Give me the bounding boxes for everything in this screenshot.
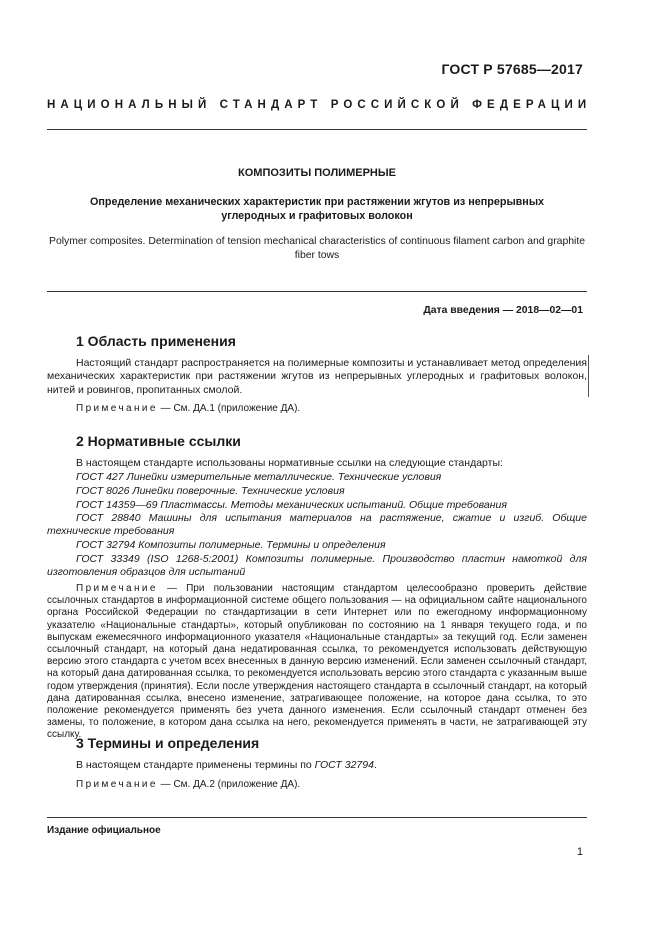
reference-item: ГОСТ 28840 Машины для испытания материалов на растяжение, сжатие и изгиб. Общие технические требования <box>47 512 587 538</box>
reference-item: ГОСТ 33349 (ISO 1268-5:2001) Композиты полимерные. Производство пластин намоткой для изготовления образцов для испытаний <box>47 553 587 579</box>
note-text: — При пользовании настоящим стандартом целесообразно проверить действие ссылочных стандартов в информационной системе общего пользования — на официальном сайте национального органа Российской Федерации по стандартизации в сети Интернет или по ежегодному информационному указателю «Национальные стандарты», который опубликован по состоянию на 1 января текущего года, и по выпускам ежемесячного информационного указателя «Национальные стандарты» за текущий год. Если заменен ссылочный стандарт, на который дана недатированная ссылка, то рекомендуется использовать действующую версию этого стандарта с учетом всех внесенных в данную версию изменений. Если заменен ссылочный стандарт, на который дана датированная ссылка, то рекомендуется использовать версию этого стандарта с указанным выше годом утверждения (принятия). Если после утверждения настоящего стандарта в ссылочный стандарт, на который дана датированная ссылка, внесено изменение, затрагивающее положение, на которое дана ссылка, то это положение рекомендуется применять без учета данного изменения. Если ссылочный стандарт отменен без замены, то положение, в котором дана ссылка на него, рекомендуется применять в части, не затрагивающей эту ссылку. <box>47 583 587 741</box>
page-number: 1 <box>576 846 583 858</box>
note-label: Примечание <box>76 779 158 790</box>
section-1-text: Настоящий стандарт распространяется на полимерные композиты и устанавливает метод определения механических характеристик при растяжении жгутов из непрерывных углеродных и графитовых волокон, нитей и ровингов, пропитанных смолой. <box>47 357 587 396</box>
footer-rule <box>47 817 587 818</box>
section-3-text <box>47 759 587 772</box>
section-3-note <box>47 779 587 791</box>
reference-item: ГОСТ 427 Линейки измерительные металлические. Технические условия <box>76 471 442 483</box>
note-text: — См. ДА.2 (приложение ДА). <box>157 779 301 790</box>
english-title <box>47 235 587 263</box>
title-rule <box>47 291 587 292</box>
national-standard-banner: НАЦИОНАЛЬНЫЙ СТАНДАРТ РОССИЙСКОЙ ФЕДЕРАЦИИ <box>47 99 592 111</box>
note-label: Примечание <box>76 583 158 594</box>
header-rule <box>47 129 587 130</box>
subtitle-line-1: Определение механических характеристик при растяжении жгутов из непрерывных <box>89 196 545 208</box>
section-2-intro: В настоящем стандарте использованы нормативные ссылки на следующие стандарты: <box>76 457 503 469</box>
section-1-heading: 1 Область применения <box>76 333 236 349</box>
subtitle-line-2: углеродных и графитовых волокон <box>221 210 413 222</box>
introduction-date: Дата введения — 2018—02—01 <box>423 305 583 316</box>
english-title-line-1: Polymer composites. Determination of tension mechanical characteristics of continuous filament carbon and graphite <box>49 236 585 247</box>
section-2-heading: 2 Нормативные ссылки <box>76 433 241 449</box>
section-2-note <box>47 583 587 742</box>
section-3-text-end: . <box>373 759 377 771</box>
english-title-line-2: fiber tows <box>294 250 340 261</box>
reference-item: ГОСТ 8026 Линейки поверочные. Технические условия <box>76 485 345 497</box>
change-bar <box>588 355 589 397</box>
document-title: КОМПОЗИТЫ ПОЛИМЕРНЫЕ <box>238 167 396 179</box>
note-text: — См. ДА.1 (приложение ДА). <box>157 403 301 414</box>
section-1-note <box>47 403 587 415</box>
note-label: Примечание <box>76 403 158 414</box>
reference-item: ГОСТ 14359—69 Пластмассы. Методы механических испытаний. Общие требования <box>76 499 507 511</box>
reference-item: ГОСТ 32794 Композиты полимерные. Термины и определения <box>76 539 386 551</box>
section-3-heading: 3 Термины и определения <box>76 735 260 751</box>
section-3-text-start: В настоящем стандарте применены термины по <box>76 759 315 771</box>
section-3-ref: ГОСТ 32794 <box>314 759 374 771</box>
standard-code: ГОСТ Р 57685—2017 <box>441 61 583 77</box>
official-edition-label: Издание официальное <box>47 825 161 836</box>
document-subtitle <box>47 195 587 223</box>
